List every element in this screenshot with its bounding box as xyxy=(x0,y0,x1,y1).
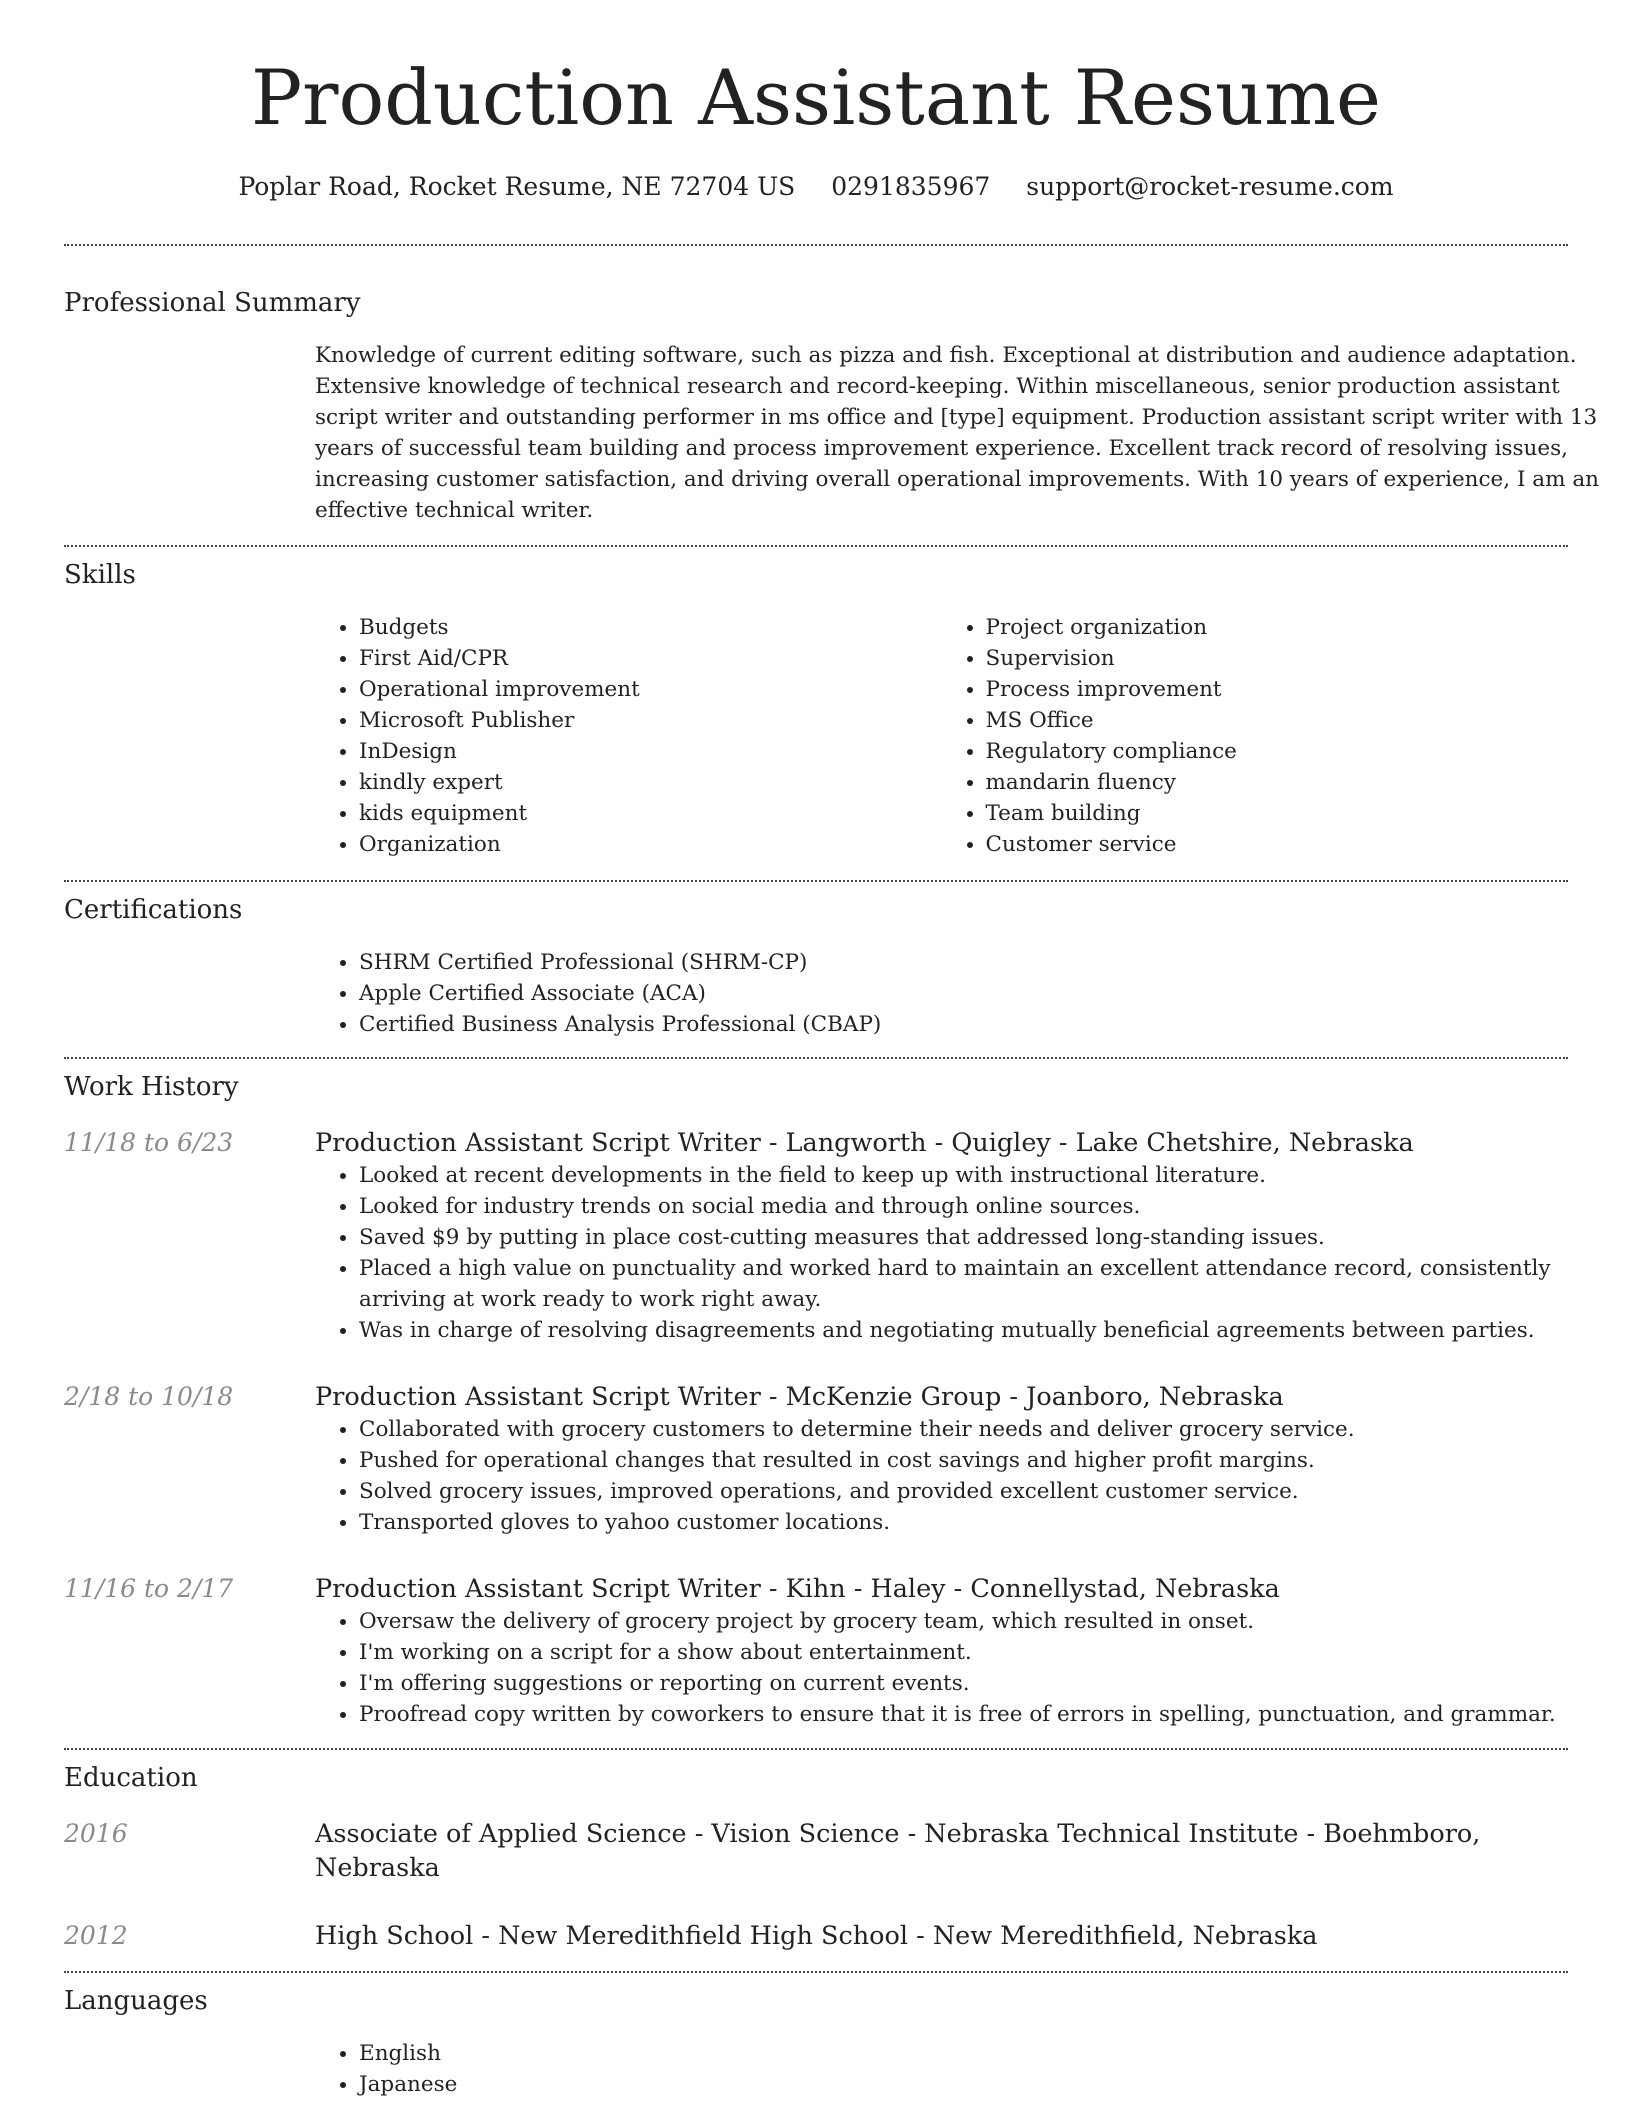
language-item: • Japanese xyxy=(359,2069,1568,2100)
skills-grid xyxy=(315,612,1568,860)
job-dates: 11/18 to 6/23 xyxy=(64,1128,234,1157)
languages-section xyxy=(0,1984,1632,2100)
certification-item: • Apple Certified Associate (ACA) xyxy=(359,978,1568,1009)
skill-item: • Operational improvement xyxy=(359,674,942,705)
summary-heading: Professional Summary xyxy=(64,288,361,318)
skills-list-right xyxy=(942,612,1569,860)
languages-heading: Languages xyxy=(64,1986,208,2016)
job-employer: - McKenzie Group - Joanboro, Nebraska xyxy=(760,1382,1284,1412)
resume-title: Production Assistant Resume xyxy=(251,53,1381,142)
skill-item: • First Aid/CPR xyxy=(359,643,942,674)
skills-heading: Skills xyxy=(64,560,136,590)
education-heading-line xyxy=(315,1817,1568,1885)
job-duty: • Looked at recent developments in the field to keep up with instructional literature. xyxy=(359,1160,1568,1191)
language-item: • English xyxy=(359,2038,1568,2069)
section-divider xyxy=(64,1057,1568,1059)
school-info: - New Meredithfield High School - New Meredithfield, Nebraska xyxy=(473,1921,1318,1951)
job-entry xyxy=(64,1380,1568,1538)
skill-item: • Regulatory compliance xyxy=(986,736,1569,767)
job-duty: • Saved $9 by putting in place cost-cutting measures that addressed long-standing issues. xyxy=(359,1222,1568,1253)
job-duties xyxy=(315,1414,1568,1538)
resume-header xyxy=(0,0,1632,204)
job-duty: • Placed a high value on punctuality and worked hard to maintain an excellent attendance record, consistently arriving at work ready to work right away. xyxy=(359,1253,1568,1315)
job-entry xyxy=(64,1126,1568,1346)
job-duty: • Proofread copy written by coworkers to ensure that it is free of errors in spelling, punctuation, and grammar. xyxy=(359,1699,1568,1730)
job-dates: 2/18 to 10/18 xyxy=(64,1382,234,1411)
skill-item: • Supervision xyxy=(986,643,1569,674)
job-entry xyxy=(64,1572,1568,1730)
contact-email: support@rocket-resume.com xyxy=(1026,172,1394,201)
degree-title: High School xyxy=(315,1921,474,1951)
skills-section xyxy=(0,558,1632,860)
education-section xyxy=(0,1761,1632,1953)
work-history-section xyxy=(0,1070,1632,1730)
job-title: Production Assistant Script Writer xyxy=(315,1382,761,1412)
job-body xyxy=(315,1572,1568,1730)
job-employer: - Kihn - Haley - Connellystad, Nebraska xyxy=(760,1574,1280,1604)
job-duty: • Collaborated with grocery customers to determine their needs and deliver grocery service. xyxy=(359,1414,1568,1445)
skill-item: • mandarin fluency xyxy=(986,767,1569,798)
skill-item: • Customer service xyxy=(986,829,1569,860)
education-entry xyxy=(64,1919,1568,1953)
section-divider xyxy=(64,545,1568,547)
job-duty: • Transported gloves to yahoo customer locations. xyxy=(359,1507,1568,1538)
job-body xyxy=(315,1126,1568,1346)
skill-item: • kindly expert xyxy=(359,767,942,798)
skill-item: • Team building xyxy=(986,798,1569,829)
job-duty: • I'm working on a script for a show about entertainment. xyxy=(359,1637,1568,1668)
education-heading: Education xyxy=(64,1763,198,1793)
certification-item: • SHRM Certified Professional (SHRM-CP) xyxy=(359,947,1568,978)
certifications-list xyxy=(315,947,1568,1040)
summary-section xyxy=(0,286,1632,526)
contact-phone: 0291835967 xyxy=(831,172,991,201)
job-duties xyxy=(315,1160,1568,1346)
education-year: 2012 xyxy=(64,1921,128,1950)
certification-item: • Certified Business Analysis Professional (CBAP) xyxy=(359,1009,1568,1040)
skill-item: • Budgets xyxy=(359,612,942,643)
job-dates: 11/16 to 2/17 xyxy=(64,1574,234,1603)
job-duties xyxy=(315,1606,1568,1730)
certifications-section xyxy=(0,893,1632,1040)
contact-address: Poplar Road, Rocket Resume, NE 72704 US xyxy=(238,172,796,201)
section-divider xyxy=(64,1748,1568,1750)
section-divider xyxy=(64,1971,1568,1973)
summary-content xyxy=(315,340,1599,526)
job-title: Production Assistant Script Writer xyxy=(315,1128,761,1158)
section-divider xyxy=(64,880,1568,882)
job-heading xyxy=(315,1572,1568,1606)
job-duty: • Pushed for operational changes that resulted in cost savings and higher profit margins. xyxy=(359,1445,1568,1476)
languages-list xyxy=(315,2038,1568,2100)
job-employer: - Langworth - Quigley - Lake Chetshire, Nebraska xyxy=(760,1128,1414,1158)
job-duty: • Looked for industry trends on social media and through online sources. xyxy=(359,1191,1568,1222)
job-heading xyxy=(315,1126,1568,1160)
skills-list-left xyxy=(315,612,942,860)
languages-content xyxy=(315,2038,1568,2100)
job-duty: • Oversaw the delivery of grocery project by grocery team, which resulted in onset. xyxy=(359,1606,1568,1637)
contact-line xyxy=(0,170,1632,204)
job-duty: • Solved grocery issues, improved operations, and provided excellent customer service. xyxy=(359,1476,1568,1507)
skill-item: • Process improvement xyxy=(986,674,1569,705)
skill-item: • InDesign xyxy=(359,736,942,767)
education-body xyxy=(315,1817,1568,1885)
degree-title: Associate of Applied Science - Vision Science xyxy=(315,1819,900,1849)
work-history-heading: Work History xyxy=(64,1072,239,1102)
education-year: 2016 xyxy=(64,1819,128,1848)
skill-item: • Microsoft Publisher xyxy=(359,705,942,736)
certifications-heading: Certifications xyxy=(64,895,243,925)
summary-text: Knowledge of current editing software, such as pizza and fish. Exceptional at distribution and audience adaptation. Extensive knowledge of technical research and record-keeping. Within miscellaneous, senior production assistant script writer and outstanding performer in ms office and [type] equipment. Production assistant script writer with 13 years of successful team building and process improvement experience. Excellent track record of resolving issues, increasing customer satisfaction, and driving overall operational improvements. With 10 years of experience, I am an effective technical writer. xyxy=(315,343,1599,523)
job-title: Production Assistant Script Writer xyxy=(315,1574,761,1604)
education-heading-line xyxy=(315,1919,1568,1953)
job-duty: • Was in charge of resolving disagreements and negotiating mutually beneficial agreements between parties. xyxy=(359,1315,1568,1346)
skill-item: • MS Office xyxy=(986,705,1569,736)
education-body xyxy=(315,1919,1568,1953)
section-divider xyxy=(64,244,1568,246)
job-body xyxy=(315,1380,1568,1538)
education-entry xyxy=(64,1817,1568,1885)
skill-item: • Project organization xyxy=(986,612,1569,643)
certifications-content xyxy=(315,947,1568,1040)
skill-item: • kids equipment xyxy=(359,798,942,829)
skill-item: • Organization xyxy=(359,829,942,860)
school-info: - Nebraska Technical Institute - Boehmboro, Nebraska xyxy=(315,1819,1481,1883)
job-duty: • I'm offering suggestions or reporting on current events. xyxy=(359,1668,1568,1699)
job-heading xyxy=(315,1380,1568,1414)
